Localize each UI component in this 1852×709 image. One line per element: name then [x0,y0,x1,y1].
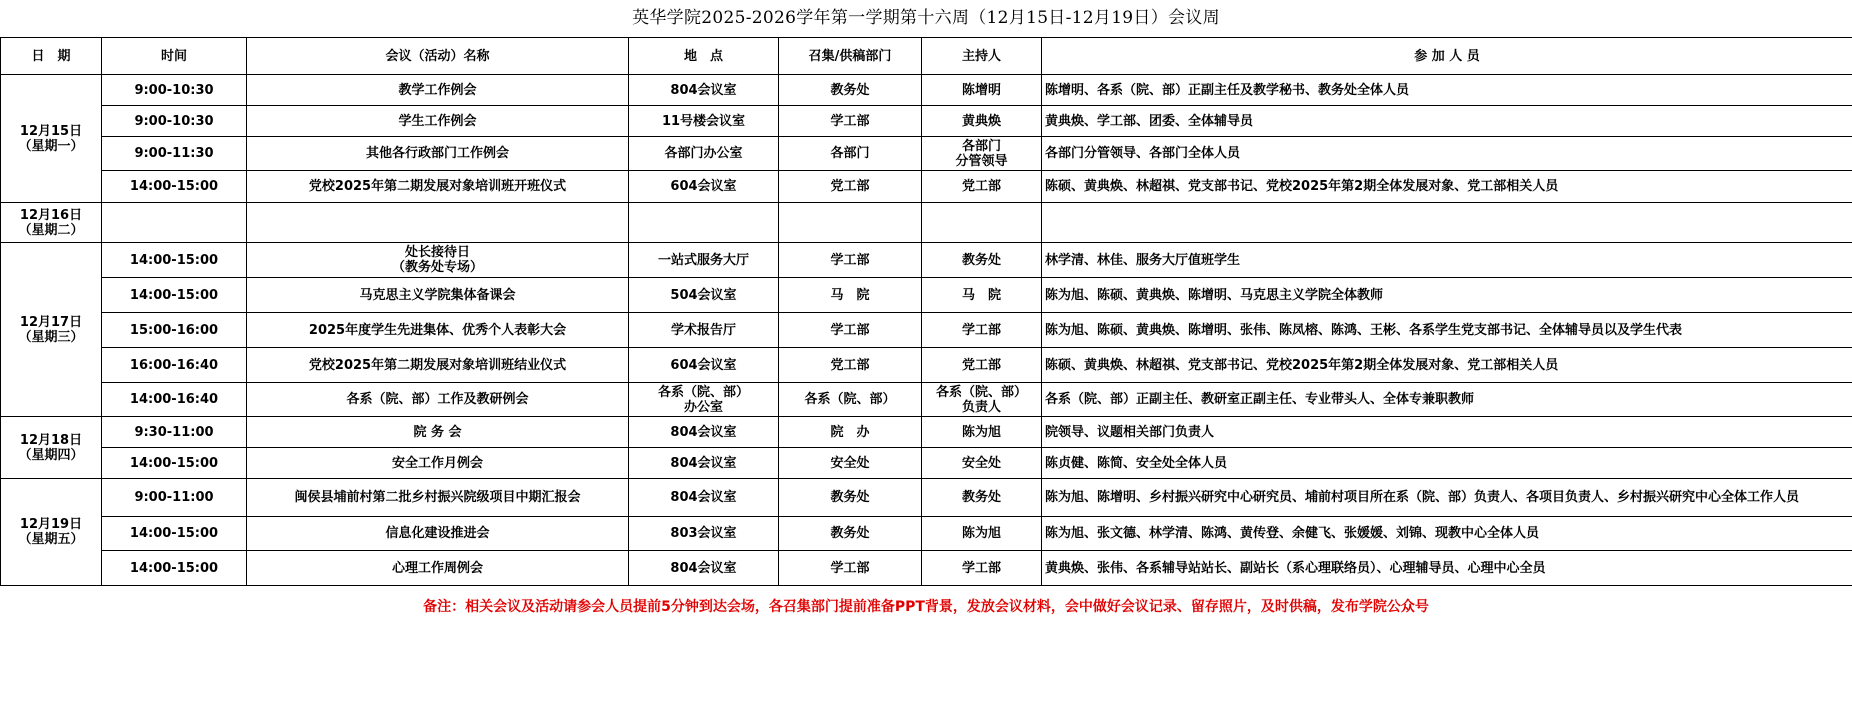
table-row [1,479,1852,517]
host-cell: 学工部 [922,313,1042,348]
host-cell: 学工部 [922,551,1042,586]
table-row [1,313,1852,348]
attendees-cell: 陈增明、各系（院、部）正副主任及教学秘书、教务处全体人员 [1042,75,1852,106]
attendees-cell: 各部门分管领导、各部门全体人员 [1042,137,1852,171]
name-cell: 闽侯县埔前村第二批乡村振兴院级项目中期汇报会 [247,479,629,517]
header-name: 会议（活动）名称 [247,38,629,75]
attendees-cell: 陈为旭、张文德、林学清、陈鸿、黄传登、余健飞、张媛媛、刘锦、现教中心全体人员 [1042,517,1852,551]
dept-cell: 教务处 [779,479,922,517]
dept-cell: 马 院 [779,278,922,313]
table-row [1,203,1852,243]
time-cell: 9:00-10:30 [102,75,247,106]
name-cell: 马克思主义学院集体备课会 [247,278,629,313]
header-location: 地 点 [629,38,779,75]
dept-cell [779,203,922,243]
date-cell: 12月16日 （星期二） [1,203,102,243]
name-cell: 党校2025年第二期发展对象培训班结业仪式 [247,348,629,383]
name-cell: 安全工作月例会 [247,448,629,479]
table-row [1,551,1852,586]
name-cell: 院 务 会 [247,417,629,448]
date-cell: 12月19日 （星期五） [1,479,102,586]
time-cell: 9:00-11:00 [102,479,247,517]
date-cell: 12月17日 （星期三） [1,243,102,417]
host-cell [922,203,1042,243]
host-cell: 安全处 [922,448,1042,479]
time-cell: 9:00-11:30 [102,137,247,171]
time-cell: 14:00-15:00 [102,278,247,313]
host-cell: 各系（院、部） 负责人 [922,383,1042,417]
name-cell: 心理工作周例会 [247,551,629,586]
attendees-cell: 黄典焕、张伟、各系辅导站站长、副站长（系心理联络员）、心理辅导员、心理中心全员 [1042,551,1852,586]
dept-cell: 学工部 [779,551,922,586]
host-cell: 教务处 [922,243,1042,278]
dept-cell: 学工部 [779,243,922,278]
time-cell [102,203,247,243]
time-cell: 9:00-10:30 [102,106,247,137]
table-row [1,171,1852,203]
name-cell: 其他各行政部门工作例会 [247,137,629,171]
table-row [1,517,1852,551]
location-cell: 804会议室 [629,417,779,448]
name-cell: 处长接待日 （教务处专场） [247,243,629,278]
table-row [1,417,1852,448]
date-cell: 12月15日 （星期一） [1,75,102,203]
time-cell: 14:00-16:40 [102,383,247,417]
table-row [1,137,1852,171]
name-cell: 各系（院、部）工作及教研例会 [247,383,629,417]
footer-note: 备注：相关会议及活动请参会人员提前5分钟到达会场，各召集部门提前准备PPT背景，发放会议材料，会中做好会议记录、留存照片，及时供稿，发布学院公众号 [423,599,1429,615]
host-cell: 马 院 [922,278,1042,313]
table-row [1,75,1852,106]
time-cell: 14:00-15:00 [102,448,247,479]
location-cell: 804会议室 [629,448,779,479]
header-attendees: 参 加 人 员 [1042,38,1852,75]
header-date: 日 期 [1,38,102,75]
host-cell: 党工部 [922,171,1042,203]
table-row [1,383,1852,417]
attendees-cell: 院领导、议题相关部门负责人 [1042,417,1852,448]
attendees-cell: 黄典焕、学工部、团委、全体辅导员 [1042,106,1852,137]
time-cell: 14:00-15:00 [102,551,247,586]
name-cell: 党校2025年第二期发展对象培训班开班仪式 [247,171,629,203]
table-row [1,278,1852,313]
attendees-cell [1042,203,1852,243]
time-cell: 15:00-16:00 [102,313,247,348]
schedule-table [0,37,1852,586]
header-time: 时间 [102,38,247,75]
name-cell: 2025年度学生先进集体、优秀个人表彰大会 [247,313,629,348]
table-row [1,106,1852,137]
schedule-body [1,75,1852,586]
date-cell: 12月18日 （星期四） [1,417,102,479]
page-title: 英华学院2025-2026学年第一学期第十六周（12月15日-12月19日）会议周 [632,8,1220,28]
location-cell: 804会议室 [629,479,779,517]
location-cell: 804会议室 [629,551,779,586]
table-row [1,243,1852,278]
host-cell: 黄典焕 [922,106,1042,137]
location-cell: 一站式服务大厅 [629,243,779,278]
host-cell: 党工部 [922,348,1042,383]
name-cell: 学生工作例会 [247,106,629,137]
location-cell: 504会议室 [629,278,779,313]
attendees-cell: 陈硕、黄典焕、林超祺、党支部书记、党校2025年第2期全体发展对象、党工部相关人员 [1042,171,1852,203]
host-cell: 教务处 [922,479,1042,517]
name-cell: 教学工作例会 [247,75,629,106]
attendees-cell: 陈为旭、陈硕、黄典焕、陈增明、张伟、陈凤榕、陈鸿、王彬、各系学生党支部书记、全体辅导员以及学生代表 [1042,313,1852,348]
header-row [1,38,1852,75]
dept-cell: 党工部 [779,348,922,383]
header-dept: 召集/供稿部门 [779,38,922,75]
time-cell: 14:00-15:00 [102,171,247,203]
dept-cell: 教务处 [779,517,922,551]
dept-cell: 各系（院、部） [779,383,922,417]
dept-cell: 党工部 [779,171,922,203]
dept-cell: 安全处 [779,448,922,479]
host-cell: 陈增明 [922,75,1042,106]
table-row [1,348,1852,383]
dept-cell: 学工部 [779,313,922,348]
location-cell: 604会议室 [629,348,779,383]
dept-cell: 各部门 [779,137,922,171]
host-cell: 陈为旭 [922,417,1042,448]
attendees-cell: 陈为旭、陈增明、乡村振兴研究中心研究员、埔前村项目所在系（院、部）负责人、各项目负责人、乡村振兴研究中心全体工作人员 [1042,479,1852,517]
attendees-cell: 陈贞健、陈简、安全处全体人员 [1042,448,1852,479]
host-cell: 各部门 分管领导 [922,137,1042,171]
dept-cell: 教务处 [779,75,922,106]
location-cell: 11号楼会议室 [629,106,779,137]
location-cell [629,203,779,243]
header-host: 主持人 [922,38,1042,75]
location-cell: 803会议室 [629,517,779,551]
location-cell: 804会议室 [629,75,779,106]
time-cell: 16:00-16:40 [102,348,247,383]
attendees-cell: 陈为旭、陈硕、黄典焕、陈增明、马克思主义学院全体教师 [1042,278,1852,313]
location-cell: 各部门办公室 [629,137,779,171]
dept-cell: 院 办 [779,417,922,448]
name-cell [247,203,629,243]
time-cell: 9:30-11:00 [102,417,247,448]
location-cell: 学术报告厅 [629,313,779,348]
attendees-cell: 林学清、林佳、服务大厅值班学生 [1042,243,1852,278]
location-cell: 604会议室 [629,171,779,203]
location-cell: 各系（院、部） 办公室 [629,383,779,417]
table-row [1,448,1852,479]
attendees-cell: 陈硕、黄典焕、林超祺、党支部书记、党校2025年第2期全体发展对象、党工部相关人员 [1042,348,1852,383]
attendees-cell: 各系（院、部）正副主任、教研室正副主任、专业带头人、全体专兼职教师 [1042,383,1852,417]
time-cell: 14:00-15:00 [102,517,247,551]
time-cell: 14:00-15:00 [102,243,247,278]
name-cell: 信息化建设推进会 [247,517,629,551]
host-cell: 陈为旭 [922,517,1042,551]
dept-cell: 学工部 [779,106,922,137]
